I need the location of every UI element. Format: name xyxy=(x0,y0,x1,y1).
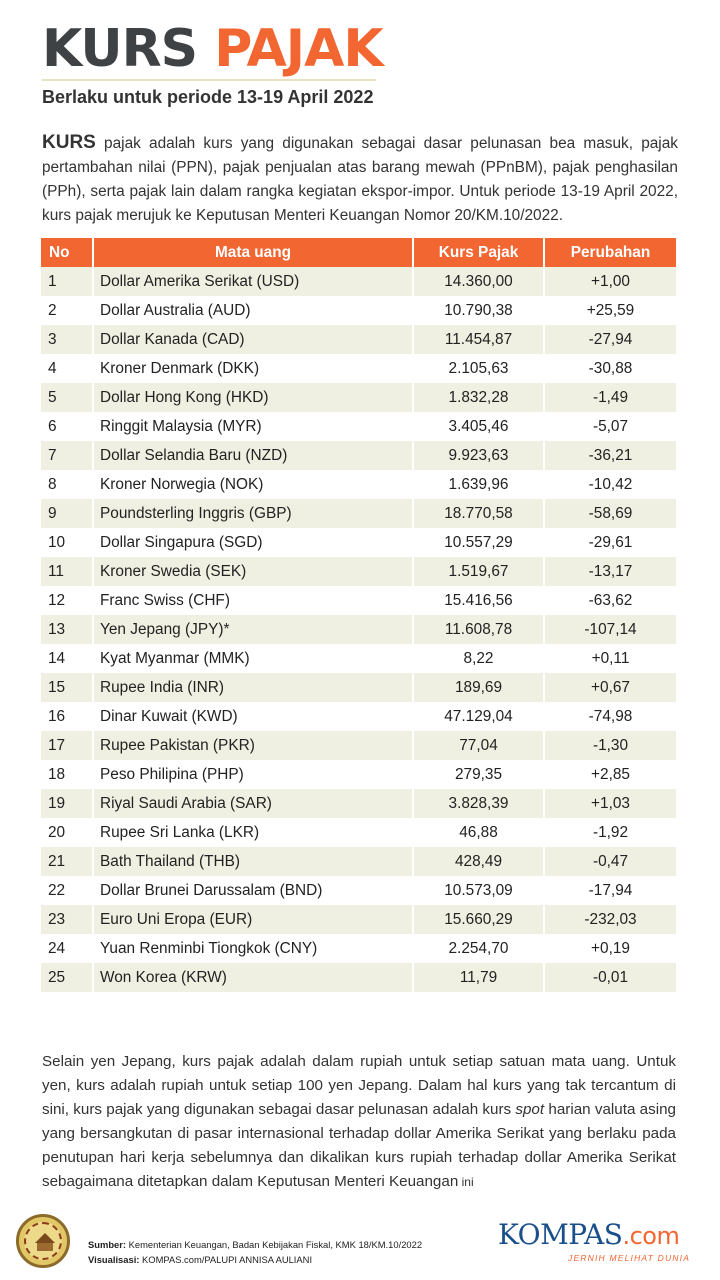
table-row xyxy=(41,731,676,760)
tax-rate: 2.254,70 xyxy=(414,934,545,963)
table-row xyxy=(41,876,676,905)
tax-rate: 1.639,96 xyxy=(414,470,545,499)
table-row xyxy=(41,644,676,673)
currency-name: Dollar Australia (AUD) xyxy=(94,296,414,325)
intro-text: pajak adalah kurs yang digunakan sebagai dasar pelunasan bea masuk, pajak pertambahan nilai (PPN), pajak penjualan atas barang mewah (PPnBM), pajak penghasilan (PPh), serta pajak lain dalam rangka kegiatan ekspor-impor. Untuk periode 13-19 April 2022, kurs pajak merujuk ke Keputusan Menteri Keuangan Nomor 20/KM.10/2022. xyxy=(42,135,678,224)
rate-change: -1,92 xyxy=(545,818,676,847)
tanya-tanya-pajak-logo xyxy=(16,1214,70,1268)
table-row xyxy=(41,934,676,963)
footnote-paragraph xyxy=(42,1050,676,1194)
tax-rate: 1.832,28 xyxy=(414,383,545,412)
tax-rate: 3.405,46 xyxy=(414,412,545,441)
row-number: 21 xyxy=(41,847,94,876)
table-row xyxy=(41,325,676,354)
currency-name: Won Korea (KRW) xyxy=(94,963,414,992)
source-text: Kementerian Keuangan, Badan Kebijakan Fiskal, KMK 18/KM.10/2022 xyxy=(126,1239,423,1250)
visual-text: KOMPAS.com/PALUPI ANNISA AULIANI xyxy=(139,1254,313,1265)
row-number: 18 xyxy=(41,760,94,789)
title-pajak: PAJAK xyxy=(214,19,383,79)
footnote-tail: ini xyxy=(458,1175,474,1189)
footnote-part1: Selain yen Jepang, kurs pajak adalah dalam rupiah untuk setiap satuan mata uang. Untuk yen, kurs adalah rupiah untuk setiap 100 yen Jepang. Dalam hal kurs yang tak tercantum di sini, kurs pajak yang digunakan sebagai dasar pelunasan adalah kurs xyxy=(42,1053,676,1118)
page-subtitle: Berlaku untuk periode 13-19 April 2022 xyxy=(42,87,374,107)
row-number: 7 xyxy=(41,441,94,470)
row-number: 9 xyxy=(41,499,94,528)
currency-name: Riyal Saudi Arabia (SAR) xyxy=(94,789,414,818)
currency-name: Kyat Myanmar (MMK) xyxy=(94,644,414,673)
row-number: 14 xyxy=(41,644,94,673)
footnote-part2: harian valuta asing yang bersangkutan di pasar internasional terhadap dollar Amerika Serikat yang berlaku pada penutupan hari kerja sebelumnya dan dikalikan kurs rupiah terhadap dollar Amerika Serikat sebagaimana ditetapkan dalam Keputusan Menteri Keuangan xyxy=(42,1101,676,1190)
exchange-rate-table xyxy=(41,238,676,992)
tax-rate: 10.557,29 xyxy=(414,528,545,557)
tax-rate: 428,49 xyxy=(414,847,545,876)
row-number: 1 xyxy=(41,267,94,296)
table-row xyxy=(41,470,676,499)
currency-name: Dollar Amerika Serikat (USD) xyxy=(94,267,414,296)
currency-name: Dinar Kuwait (KWD) xyxy=(94,702,414,731)
row-number: 11 xyxy=(41,557,94,586)
rate-change: +0,11 xyxy=(545,644,676,673)
table-header-row xyxy=(41,238,676,267)
tax-rate: 14.360,00 xyxy=(414,267,545,296)
tax-rate: 18.770,58 xyxy=(414,499,545,528)
currency-name: Franc Swiss (CHF) xyxy=(94,586,414,615)
currency-name: Bath Thailand (THB) xyxy=(94,847,414,876)
rate-change: -36,21 xyxy=(545,441,676,470)
currency-name: Ringgit Malaysia (MYR) xyxy=(94,412,414,441)
row-number: 23 xyxy=(41,905,94,934)
currency-name: Kroner Denmark (DKK) xyxy=(94,354,414,383)
row-number: 3 xyxy=(41,325,94,354)
row-number: 10 xyxy=(41,528,94,557)
table-row xyxy=(41,441,676,470)
currency-name: Peso Philipina (PHP) xyxy=(94,760,414,789)
table-row xyxy=(41,847,676,876)
table-row xyxy=(41,296,676,325)
intro-lead: KURS xyxy=(42,132,96,153)
header-change: Perubahan xyxy=(545,238,676,267)
row-number: 2 xyxy=(41,296,94,325)
currency-name: Dollar Singapura (SGD) xyxy=(94,528,414,557)
table-row xyxy=(41,528,676,557)
table-row xyxy=(41,818,676,847)
tax-rate: 11.454,87 xyxy=(414,325,545,354)
currency-name: Dollar Brunei Darussalam (BND) xyxy=(94,876,414,905)
rate-change: -1,30 xyxy=(545,731,676,760)
rate-change: -29,61 xyxy=(545,528,676,557)
header-currency: Mata uang xyxy=(94,238,414,267)
footnote-italic: spot xyxy=(515,1101,545,1118)
tax-rate: 9.923,63 xyxy=(414,441,545,470)
row-number: 4 xyxy=(41,354,94,383)
table-row xyxy=(41,905,676,934)
currency-name: Poundsterling Inggris (GBP) xyxy=(94,499,414,528)
kompas-brand: KOMPAS xyxy=(498,1218,623,1251)
tax-rate: 77,04 xyxy=(414,731,545,760)
rate-change: +1,00 xyxy=(545,267,676,296)
currency-name: Kroner Swedia (SEK) xyxy=(94,557,414,586)
currency-name: Rupee Pakistan (PKR) xyxy=(94,731,414,760)
header-no: No xyxy=(41,238,94,267)
row-number: 6 xyxy=(41,412,94,441)
source-credits xyxy=(88,1237,422,1267)
tax-rate: 11,79 xyxy=(414,963,545,992)
currency-name: Dollar Kanada (CAD) xyxy=(94,325,414,354)
table-row xyxy=(41,963,676,992)
rate-change: -1,49 xyxy=(545,383,676,412)
tax-rate: 1.519,67 xyxy=(414,557,545,586)
row-number: 17 xyxy=(41,731,94,760)
tax-rate: 8,22 xyxy=(414,644,545,673)
rate-change: +1,03 xyxy=(545,789,676,818)
rate-change: +0,19 xyxy=(545,934,676,963)
visual-label: Visualisasi: xyxy=(88,1254,140,1265)
rate-change: -13,17 xyxy=(545,557,676,586)
tax-rate: 279,35 xyxy=(414,760,545,789)
rate-change: -30,88 xyxy=(545,354,676,383)
header-rate: Kurs Pajak xyxy=(414,238,545,267)
tax-rate: 47.129,04 xyxy=(414,702,545,731)
tax-rate: 11.608,78 xyxy=(414,615,545,644)
currency-name: Yuan Renminbi Tiongkok (CNY) xyxy=(94,934,414,963)
row-number: 5 xyxy=(41,383,94,412)
rate-change: +25,59 xyxy=(545,296,676,325)
rate-change: +2,85 xyxy=(545,760,676,789)
rate-change: -5,07 xyxy=(545,412,676,441)
rate-change: -17,94 xyxy=(545,876,676,905)
tax-rate: 3.828,39 xyxy=(414,789,545,818)
rate-change: +0,67 xyxy=(545,673,676,702)
table-row xyxy=(41,702,676,731)
currency-name: Rupee Sri Lanka (LKR) xyxy=(94,818,414,847)
table-row xyxy=(41,267,676,296)
rate-change: -27,94 xyxy=(545,325,676,354)
table-row xyxy=(41,673,676,702)
table-row xyxy=(41,383,676,412)
table-row xyxy=(41,760,676,789)
row-number: 8 xyxy=(41,470,94,499)
row-number: 19 xyxy=(41,789,94,818)
currency-name: Kroner Norwegia (NOK) xyxy=(94,470,414,499)
tax-rate: 15.416,56 xyxy=(414,586,545,615)
row-number: 16 xyxy=(41,702,94,731)
kompas-brand-suffix: .com xyxy=(622,1222,680,1250)
table-row xyxy=(41,586,676,615)
currency-name: Rupee India (INR) xyxy=(94,673,414,702)
rate-change: -107,14 xyxy=(545,615,676,644)
rate-change: -63,62 xyxy=(545,586,676,615)
tax-rate: 2.105,63 xyxy=(414,354,545,383)
row-number: 15 xyxy=(41,673,94,702)
rate-change: -74,98 xyxy=(545,702,676,731)
table-row xyxy=(41,354,676,383)
rate-change: -232,03 xyxy=(545,905,676,934)
row-number: 25 xyxy=(41,963,94,992)
title-kurs: KURS xyxy=(42,19,198,79)
rate-change: -0,01 xyxy=(545,963,676,992)
tax-rate: 10.573,09 xyxy=(414,876,545,905)
table-row xyxy=(41,615,676,644)
table-row xyxy=(41,557,676,586)
rate-change: -58,69 xyxy=(545,499,676,528)
currency-name: Dollar Selandia Baru (NZD) xyxy=(94,441,414,470)
currency-name: Yen Jepang (JPY)* xyxy=(94,615,414,644)
kompas-logo xyxy=(498,1219,679,1252)
tax-rate: 189,69 xyxy=(414,673,545,702)
tax-rate: 15.660,29 xyxy=(414,905,545,934)
row-number: 22 xyxy=(41,876,94,905)
tax-rate: 10.790,38 xyxy=(414,296,545,325)
kompas-tagline: JERNIH MELIHAT DUNIA xyxy=(568,1253,691,1263)
rate-change: -10,42 xyxy=(545,470,676,499)
title-divider xyxy=(42,79,376,81)
table-row xyxy=(41,789,676,818)
row-number: 24 xyxy=(41,934,94,963)
table-row xyxy=(41,499,676,528)
tax-rate: 46,88 xyxy=(414,818,545,847)
rate-change: -0,47 xyxy=(545,847,676,876)
row-number: 13 xyxy=(41,615,94,644)
row-number: 20 xyxy=(41,818,94,847)
currency-name: Dollar Hong Kong (HKD) xyxy=(94,383,414,412)
row-number: 12 xyxy=(41,586,94,615)
table-row xyxy=(41,412,676,441)
page-title xyxy=(42,18,383,80)
source-label: Sumber: xyxy=(88,1239,127,1250)
currency-name: Euro Uni Eropa (EUR) xyxy=(94,905,414,934)
intro-paragraph xyxy=(42,131,678,228)
